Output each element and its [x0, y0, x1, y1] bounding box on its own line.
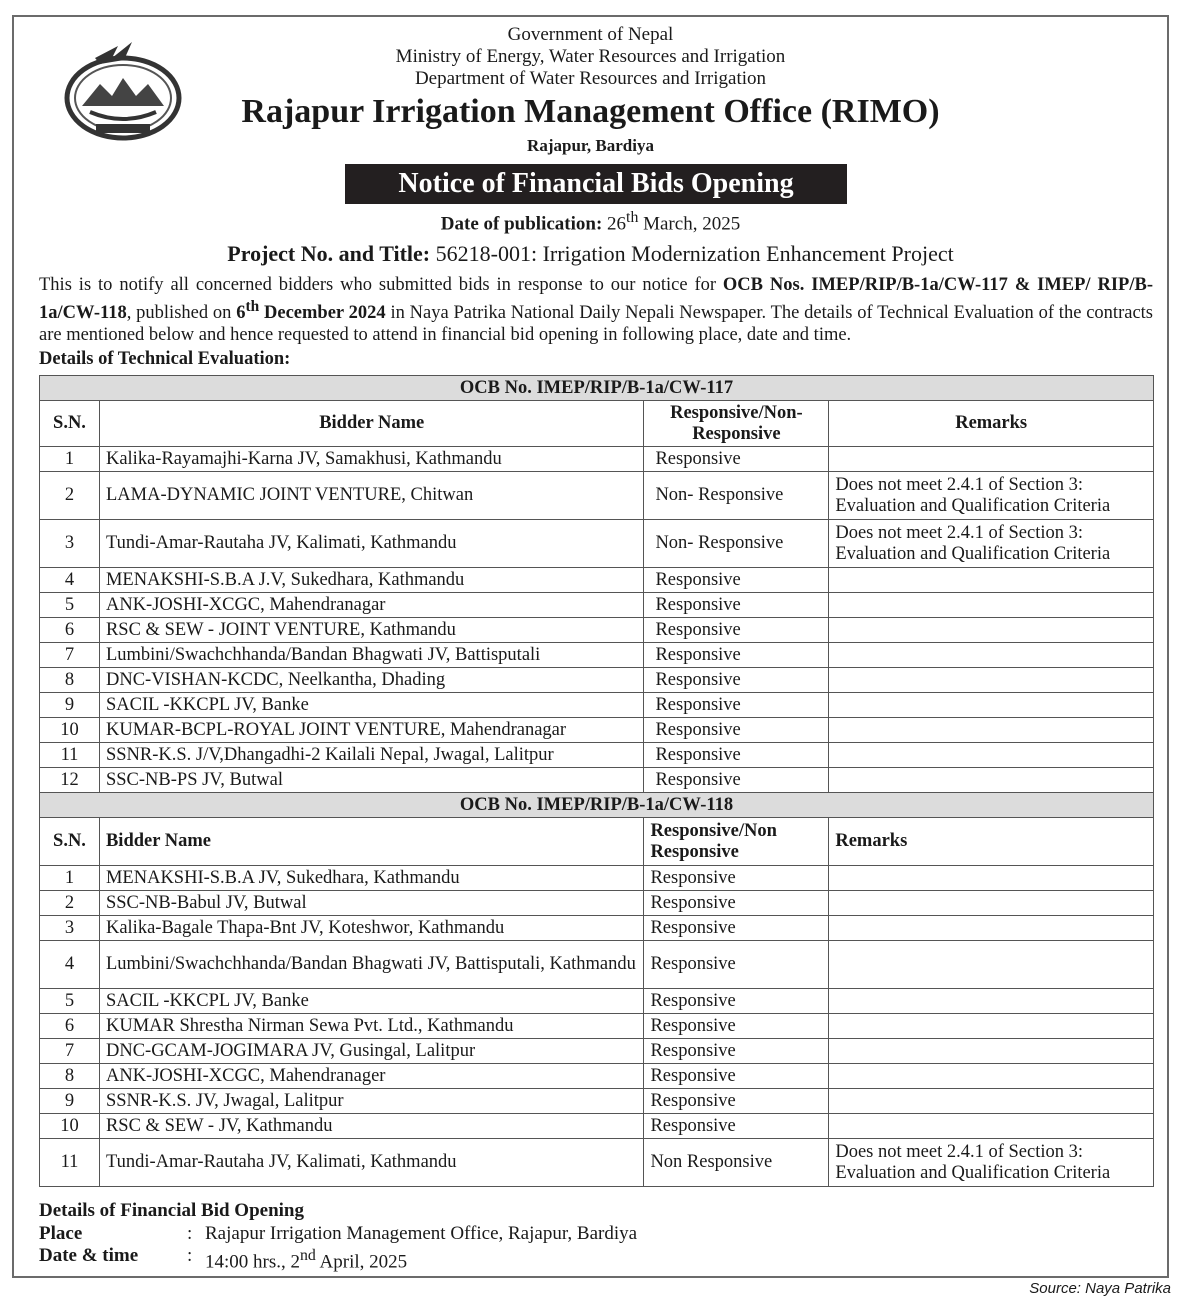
table-row	[40, 989, 1154, 1014]
intro-ocb-numbers: OCB Nos. IMEP/RIP/B-1a/CW-117 & IMEP/ RIP/B-1a/CW-118	[39, 275, 1153, 324]
cell-name: ANK-JOSHI-XCGC, Mahendranagar	[99, 593, 643, 618]
cell-resp: Non- Responsive	[644, 520, 829, 568]
source-credit: Source: Naya Patrika	[1029, 1280, 1171, 1297]
cell-resp: Responsive	[644, 447, 829, 472]
cell-resp: Responsive	[644, 568, 829, 593]
col-resp-header: Responsive/Non-Responsive	[644, 401, 829, 447]
table-row	[40, 593, 1154, 618]
cell-sn: 10	[40, 718, 100, 743]
cell-remarks	[829, 643, 1154, 668]
table-row	[40, 472, 1154, 520]
intro-text-1: This is to notify all concerned bidders who submitted bids in response to our notice for	[39, 275, 723, 295]
cell-remarks	[829, 693, 1154, 718]
cell-resp: Responsive	[644, 643, 829, 668]
col-name-header: Bidder Name	[99, 818, 643, 866]
cell-resp: Responsive	[644, 891, 829, 916]
cell-resp: Responsive	[644, 989, 829, 1014]
datetime-colon: :	[187, 1245, 193, 1266]
cell-sn: 8	[40, 1064, 100, 1089]
intro-text-2: , published on	[126, 303, 237, 324]
table-row	[40, 568, 1154, 593]
table-row	[40, 447, 1154, 472]
cell-resp: Responsive	[644, 593, 829, 618]
cell-remarks	[829, 1039, 1154, 1064]
cell-remarks: Does not meet 2.4.1 of Section 3: Evaluation and Qualification Criteria	[829, 1139, 1154, 1187]
office-location: Rajapur, Bardiya	[527, 136, 654, 155]
cell-name: KUMAR-BCPL-ROYAL JOINT VENTURE, Mahendranagar	[99, 718, 643, 743]
cell-resp: Responsive	[644, 1014, 829, 1039]
cell-name: MENAKSHI-S.B.A J.V, Sukedhara, Kathmandu	[99, 568, 643, 593]
cell-resp: Responsive	[644, 941, 829, 989]
cell-remarks	[829, 989, 1154, 1014]
table-row	[40, 1039, 1154, 1064]
cell-name: Tundi-Amar-Rautaha JV, Kalimati, Kathmandu	[99, 520, 643, 568]
table-row	[40, 743, 1154, 768]
cell-remarks	[829, 1014, 1154, 1039]
cell-name: Lumbini/Swachchhanda/Bandan Bhagwati JV, Battisputali	[99, 643, 643, 668]
table-row	[40, 1089, 1154, 1114]
cell-sn: 5	[40, 989, 100, 1014]
cell-name: RSC & SEW - JOINT VENTURE, Kathmandu	[99, 618, 643, 643]
place-value: Rajapur Irrigation Management Office, Rajapur, Bardiya	[205, 1222, 638, 1244]
place-colon: :	[187, 1222, 193, 1244]
cell-name: SACIL -KKCPL JV, Banke	[99, 989, 643, 1014]
cell-remarks	[829, 447, 1154, 472]
table-cw117	[40, 376, 1154, 793]
ministry-line: Ministry of Energy, Water Resources and Irrigation	[395, 46, 786, 67]
table-row	[40, 520, 1154, 568]
col-remarks-header: Remarks	[829, 818, 1154, 866]
intro-paragraph	[39, 274, 1153, 346]
cell-sn: 10	[40, 1114, 100, 1139]
col-remarks-header: Remarks	[829, 401, 1154, 447]
cell-name: SSNR-K.S. JV, Jwagal, Lalitpur	[99, 1089, 643, 1114]
cell-resp: Responsive	[644, 693, 829, 718]
cell-name: Tundi-Amar-Rautaha JV, Kalimati, Kathmandu	[99, 1139, 643, 1187]
cell-sn: 11	[40, 1139, 100, 1187]
project-value: 56218-001: Irrigation Modernization Enhancement Project	[430, 241, 954, 266]
cell-resp: Responsive	[644, 916, 829, 941]
datetime-label: Date & time	[39, 1245, 139, 1266]
cell-remarks	[829, 1114, 1154, 1139]
cell-sn: 9	[40, 693, 100, 718]
technical-evaluation-table	[39, 375, 1154, 1187]
cell-name: DNC-GCAM-JOGIMARA JV, Gusingal, Lalitpur	[99, 1039, 643, 1064]
cell-remarks	[829, 941, 1154, 989]
intro-date-rest: December 2024	[259, 303, 386, 324]
table-cw118-title: OCB No. IMEP/RIP/B-1a/CW-118	[40, 793, 1154, 818]
table-row	[40, 693, 1154, 718]
cell-remarks	[829, 743, 1154, 768]
cell-resp: Responsive	[644, 718, 829, 743]
datetime-post: April, 2025	[315, 1251, 408, 1273]
cell-name: SACIL -KKCPL JV, Banke	[99, 693, 643, 718]
cell-resp: Non- Responsive	[644, 472, 829, 520]
office-title: Rajapur Irrigation Management Office (RIMO)	[241, 93, 940, 130]
cell-resp: Responsive	[644, 1039, 829, 1064]
table-row	[40, 768, 1154, 793]
cell-sn: 3	[40, 916, 100, 941]
cell-sn: 6	[40, 618, 100, 643]
cell-name: Lumbini/Swachchhanda/Bandan Bhagwati JV, Battisputali, Kathmandu	[99, 941, 643, 989]
cell-resp: Responsive	[644, 1064, 829, 1089]
cell-sn: 8	[40, 668, 100, 693]
project-line	[0, 241, 1181, 267]
financial-title: Details of Financial Bid Opening	[39, 1200, 304, 1221]
datetime-value	[205, 1245, 407, 1274]
col-sn-header: S.N.	[40, 401, 100, 447]
publication-date-rest: March, 2025	[638, 213, 741, 235]
cell-remarks	[829, 718, 1154, 743]
cell-sn: 7	[40, 643, 100, 668]
cell-resp: Responsive	[644, 618, 829, 643]
table-row	[40, 668, 1154, 693]
col-resp-header: Responsive/Non Responsive	[644, 818, 829, 866]
table-row	[40, 1014, 1154, 1039]
datetime-sup: nd	[300, 1247, 316, 1264]
cell-name: Kalika-Rayamajhi-Karna JV, Samakhusi, Kathmandu	[99, 447, 643, 472]
cell-resp: Responsive	[644, 1089, 829, 1114]
cell-remarks	[829, 593, 1154, 618]
cell-name: MENAKSHI-S.B.A JV, Sukedhara, Kathmandu	[99, 866, 643, 891]
project-label: Project No. and Title:	[227, 241, 431, 266]
cell-resp: Responsive	[644, 743, 829, 768]
table-cw118	[40, 793, 1154, 1187]
cell-remarks: Does not meet 2.4.1 of Section 3: Evaluation and Qualification Criteria	[829, 520, 1154, 568]
cell-name: SSC-NB-PS JV, Butwal	[99, 768, 643, 793]
cell-sn: 5	[40, 593, 100, 618]
cell-name: ANK-JOSHI-XCGC, Mahendranager	[99, 1064, 643, 1089]
col-sn-header: S.N.	[40, 818, 100, 866]
cell-resp: Non Responsive	[644, 1139, 829, 1187]
datetime-pre: 14:00 hrs., 2	[205, 1251, 300, 1273]
table-row	[40, 941, 1154, 989]
cell-sn: 11	[40, 743, 100, 768]
table-row	[40, 866, 1154, 891]
cell-name: LAMA-DYNAMIC JOINT VENTURE, Chitwan	[99, 472, 643, 520]
cell-remarks	[829, 1064, 1154, 1089]
publication-date-label: Date of publication:	[440, 213, 603, 235]
table-row	[40, 891, 1154, 916]
cell-resp: Responsive	[644, 768, 829, 793]
intro-date-day: 6	[236, 303, 246, 324]
table-row	[40, 643, 1154, 668]
cell-remarks	[829, 916, 1154, 941]
cell-remarks	[829, 668, 1154, 693]
cell-sn: 6	[40, 1014, 100, 1039]
cell-name: SSNR-K.S. J/V,Dhangadhi-2 Kailali Nepal, Jwagal, Lalitpur	[99, 743, 643, 768]
gov-line: Government of Nepal	[507, 24, 674, 45]
cell-sn: 7	[40, 1039, 100, 1064]
table-row	[40, 718, 1154, 743]
cell-name: KUMAR Shrestha Nirman Sewa Pvt. Ltd., Kathmandu	[99, 1014, 643, 1039]
intro-date-sup: th	[245, 298, 260, 315]
technical-evaluation-title: Details of Technical Evaluation:	[39, 349, 291, 369]
department-line: Department of Water Resources and Irrigation	[414, 68, 767, 89]
cell-remarks: Does not meet 2.4.1 of Section 3: Evaluation and Qualification Criteria	[829, 472, 1154, 520]
cell-sn: 3	[40, 520, 100, 568]
col-name-header: Bidder Name	[99, 401, 643, 447]
notice-title: Notice of Financial Bids Opening	[345, 164, 847, 204]
cell-remarks	[829, 1089, 1154, 1114]
table-row	[40, 1139, 1154, 1187]
intro-text-3: in Naya Patrika National Daily Nepali Newspaper. The details of Technical Evaluation of the contracts are mentioned below and hence requested to attend in financial bid opening in following place, date and time.	[39, 303, 1153, 346]
cell-remarks	[829, 618, 1154, 643]
publication-date-day: 26	[607, 213, 627, 235]
cell-remarks	[829, 568, 1154, 593]
table-row	[40, 1064, 1154, 1089]
cell-resp: Responsive	[644, 1114, 829, 1139]
table-row	[40, 1114, 1154, 1139]
cell-sn: 12	[40, 768, 100, 793]
cell-remarks	[829, 891, 1154, 916]
cell-sn: 2	[40, 472, 100, 520]
cell-sn: 1	[40, 447, 100, 472]
notice-header	[0, 24, 1181, 157]
cell-name: SSC-NB-Babul JV, Butwal	[99, 891, 643, 916]
publication-date	[0, 209, 1181, 235]
cell-sn: 9	[40, 1089, 100, 1114]
cell-name: RSC & SEW - JV, Kathmandu	[99, 1114, 643, 1139]
cell-remarks	[829, 866, 1154, 891]
table-cw117-title: OCB No. IMEP/RIP/B-1a/CW-117	[40, 376, 1154, 401]
cell-resp: Responsive	[644, 668, 829, 693]
cell-resp: Responsive	[644, 866, 829, 891]
table-row	[40, 618, 1154, 643]
cell-name: DNC-VISHAN-KCDC, Neelkantha, Dhading	[99, 668, 643, 693]
cell-name: Kalika-Bagale Thapa-Bnt JV, Koteshwor, Kathmandu	[99, 916, 643, 941]
cell-sn: 1	[40, 866, 100, 891]
cell-remarks	[829, 768, 1154, 793]
place-label: Place	[39, 1222, 83, 1244]
table-row	[40, 916, 1154, 941]
publication-date-sup: th	[626, 209, 639, 226]
cell-sn: 4	[40, 568, 100, 593]
financial-bid-opening	[39, 1200, 637, 1274]
cell-sn: 2	[40, 891, 100, 916]
cell-sn: 4	[40, 941, 100, 989]
